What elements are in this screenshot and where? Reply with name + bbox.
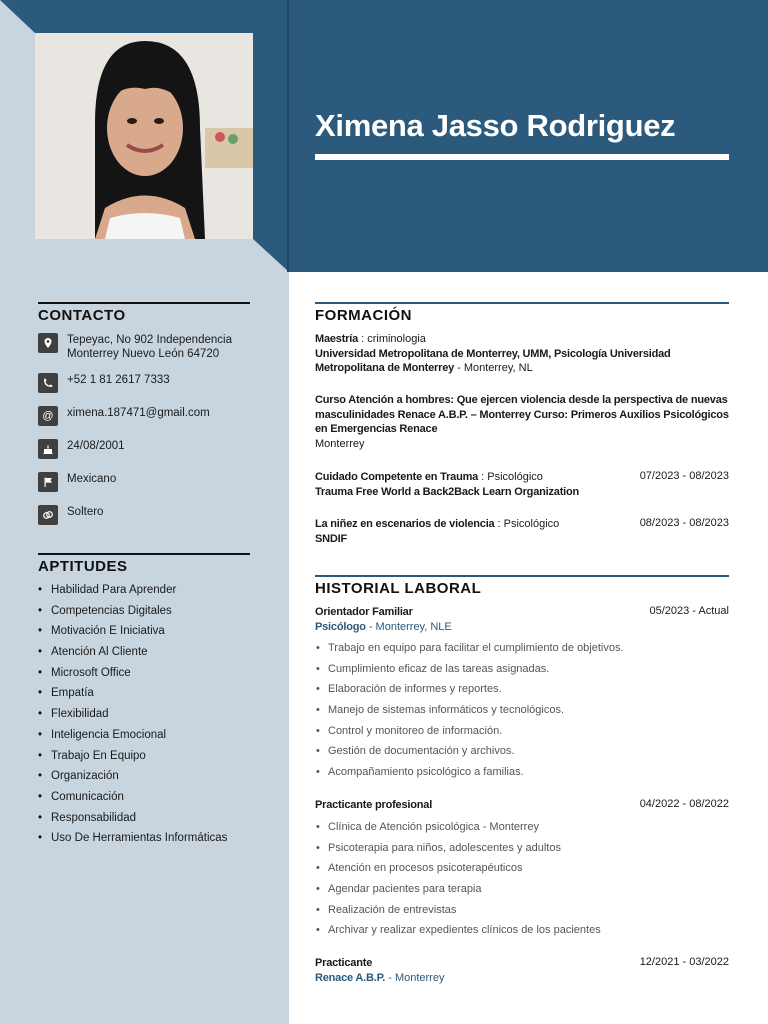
contact-rule	[38, 302, 250, 304]
education-date: 07/2023 - 08/2023	[639, 470, 729, 482]
list-item: • Clínica de Atención psicológica - Monterrey	[328, 819, 601, 840]
list-item: • Motivación E Iniciativa	[51, 622, 227, 643]
list-item: • Atención en procesos psicoterapéuticos	[328, 860, 601, 881]
education-entry-childhood	[315, 517, 625, 546]
course-organization: SNDIF	[315, 532, 348, 545]
education-entry-masters	[315, 332, 729, 376]
list-item: • Elaboración de informes y reportes.	[328, 681, 624, 702]
work-title: HISTORIAL LABORAL	[315, 580, 482, 597]
contact-phone	[38, 373, 257, 393]
list-item: • Atención Al Cliente	[51, 643, 227, 664]
flag-icon	[38, 472, 58, 492]
education-title: FORMACIÓN	[315, 307, 412, 324]
address-text: Tepeyac, No 902 Independencia Monterrey Nuevo León 64720	[67, 334, 232, 360]
job-title: Practicante profesional	[315, 799, 433, 811]
list-item: • Flexibilidad	[51, 705, 227, 726]
degree-label: Maestría	[315, 333, 359, 345]
rings-icon	[38, 505, 58, 525]
skills-rule	[38, 553, 250, 555]
degree-field: : criminologia	[358, 333, 426, 345]
list-item: • Microsoft Office	[51, 664, 227, 685]
list-item: • Psicoterapia para niños, adolescentes y adultos	[328, 840, 601, 861]
contact-address	[38, 333, 257, 361]
phone-icon	[38, 373, 58, 393]
job-duties-list	[315, 819, 601, 943]
birthdate-text: 24/08/2001	[67, 440, 125, 452]
photo-frame	[0, 0, 289, 272]
contact-nationality	[38, 472, 257, 492]
school-location: - Monterrey, NL	[454, 362, 533, 374]
skills-list	[38, 581, 227, 850]
email-text: ximena.187471@gmail.com	[67, 407, 210, 419]
list-item: • Trabajo en equipo para facilitar el cumplimiento de objetivos.	[328, 640, 624, 661]
list-item: • Comunicación	[51, 788, 227, 809]
birthday-icon	[38, 439, 58, 459]
list-item: • Responsabilidad	[51, 809, 227, 830]
marital-status-text: Soltero	[67, 506, 104, 518]
education-date: 08/2023 - 08/2023	[639, 517, 729, 529]
job-title: Practicante	[315, 957, 373, 969]
contact-email	[38, 406, 257, 426]
course-name: Cuidado Competente en Trauma	[315, 471, 479, 483]
job-location: - Monterrey, NLE	[365, 620, 452, 633]
education-entry-course	[315, 393, 729, 451]
job-organization: Psicólogo	[315, 620, 366, 633]
phone-text: +52 1 81 2617 7333	[67, 374, 170, 386]
contact-birthdate	[38, 439, 257, 459]
job-entry-orientador	[315, 605, 625, 634]
course-name: La niñez en escenarios de violencia	[315, 518, 495, 530]
contact-title: CONTACTO	[38, 307, 126, 324]
list-item: • Empatía	[51, 684, 227, 705]
list-item: • Manejo de sistemas informáticos y tecnológicos.	[328, 702, 624, 723]
candidate-name: Ximena Jasso Rodriguez	[315, 108, 676, 143]
school-name: Universidad Metropolitana de Monterrey, UMM, Psicología Universidad Metropolitana de Monterrey	[315, 347, 671, 374]
job-date: 12/2021 - 03/2022	[639, 956, 729, 968]
location-icon	[38, 333, 58, 353]
list-item: • Control y monitoreo de información.	[328, 723, 624, 744]
course-location: Monterrey	[315, 437, 365, 450]
list-item: • Agendar pacientes para terapia	[328, 881, 601, 902]
course-name: Curso Atención a hombres: Que ejercen violencia desde la perspectiva de nuevas masculinidades Renace A.B.P. – Monterrey Curso: Primeros Auxilios Psicológicos en Emergencias Renace	[315, 394, 729, 435]
job-location: - Monterrey	[385, 971, 445, 984]
list-item: • Gestión de documentación y archivos.	[328, 743, 624, 764]
job-organization: Renace A.B.P.	[315, 971, 386, 984]
list-item: • Cumplimiento eficaz de las tareas asignadas.	[328, 661, 624, 682]
course-organization: Trauma Free World a Back2Back Learn Organization	[315, 485, 580, 498]
contact-marital-status	[38, 505, 257, 525]
education-rule	[315, 302, 729, 304]
profile-photo	[35, 33, 253, 239]
job-entry-practicante	[315, 956, 625, 985]
job-duties-list	[315, 640, 624, 785]
list-item: • Realización de entrevistas	[328, 902, 601, 923]
skills-title: APTITUDES	[38, 558, 128, 575]
nationality-text: Mexicano	[67, 473, 117, 485]
list-item: • Inteligencia Emocional	[51, 726, 227, 747]
list-item: • Habilidad Para Aprender	[51, 581, 227, 602]
course-field: : Psicológico	[478, 471, 543, 483]
list-item: • Competencias Digitales	[51, 602, 227, 623]
list-item: • Uso De Herramientas Informáticas	[51, 829, 227, 850]
list-item: • Acompañamiento psicológico a familias.	[328, 764, 624, 785]
name-underline	[315, 154, 729, 160]
email-icon: @	[38, 406, 58, 426]
job-date: 04/2022 - 08/2022	[639, 798, 729, 810]
education-entry-trauma	[315, 470, 625, 499]
list-item: • Trabajo En Equipo	[51, 747, 227, 768]
work-rule	[315, 575, 729, 577]
job-date: 05/2023 - Actual	[649, 605, 729, 617]
job-entry-practicante-profesional	[315, 798, 625, 813]
job-title: Orientador Familiar	[315, 606, 413, 618]
list-item: • Organización	[51, 767, 227, 788]
course-field: : Psicológico	[494, 518, 560, 530]
list-item: • Archivar y realizar expedientes clínicos de los pacientes	[328, 922, 601, 943]
